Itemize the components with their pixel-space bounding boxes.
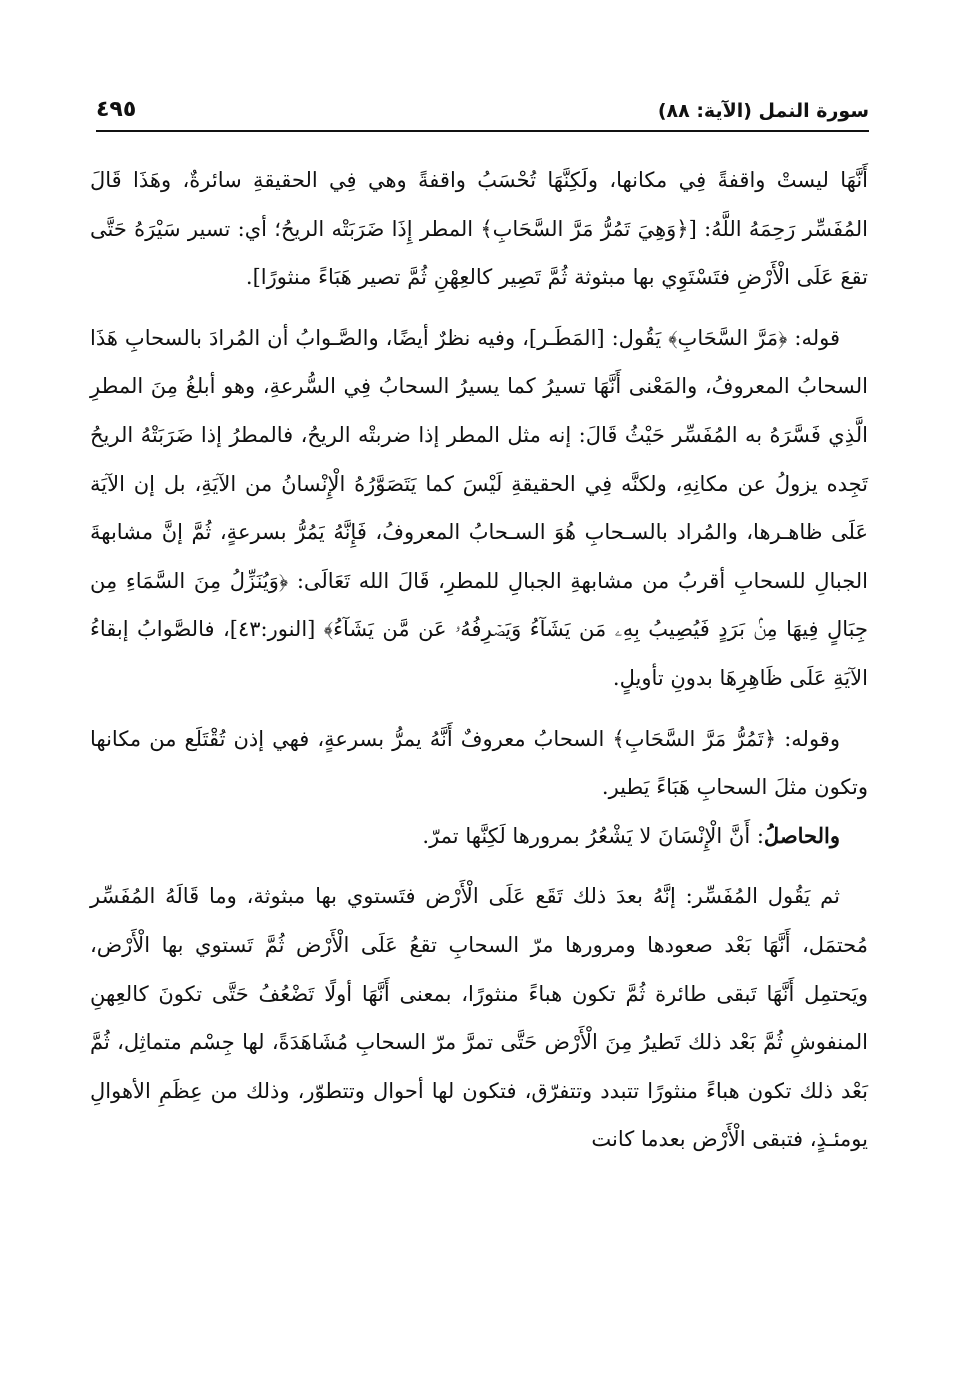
paragraph-2: قوله: ﴿مَرَّ السَّحَابِ﴾ يَقُول: [المَطَـر]، وفيه نظرٌ أيضًا، والصَّـوابُ أن المُرادَ بالسحابِ هَذَا السحابُ المعروفُ، والمَعْنى أَنَّهَا تسيرُ كما يسيرُ السحابُ فِي السُّرعةِ، وهو أبلغُ مِنَ المطرِ الَّذِي فَسَّرَهُ به المُفَسِّر حَيْثُ قَالَ: إنه مثل المطر إذا ضربتْه الريحُ، فالمطرُ إذا ضَرَبَتْهُ الريحُ تَجِده يزولُ عن مكانِهِ، ولكنَّه فِي الحقيقةِ لَيْسَ كما يَتَصَوَّرُهُ الْإِنْسانُ من الآيَةِ، بل إن الآيَة عَلَى ظاهـرها، والمُراد بالسـحابِ هُوَ السـحابُ المعروفُ، فَإِنَّهُ يَمُرُّ بسرعةٍ، ثُمَّ إنَّ مشابهةَ الجبالِ للسحابِ أقربُ من مشابهةِ الجبالِ للمطرِ، قَالَ الله تَعَالَى: ﴿وَيُنَزِّلُ مِنَ السَّمَاءِ مِن جِبَالٍ فِيهَا مِنۢ بَرَدٍ فَيُصِيبُ بِهِۦ مَن يَشَآءُ وَيَصۡرِفُهُۥ عَن مَّن يَشَآءُ﴾ [النور:٤٣]، فالصَّوابُ إبقاءُ الآيَةِ عَلَى ظَاهِرِهَا بدونِ تأويلٍ. <box>90 325 868 690</box>
header-divider <box>96 130 869 132</box>
paragraph-5: ثم يَقُول المُفَسِّر: إنَّهُ بعدَ ذلك تَقَع عَلَى الْأَرْض فتَستوي بها مبثوثة، وما قَالَهُ المُفَسِّر مُحتمَل، أَنَّهَا بَعْد صعودها ومرورها مرّ السحابِ تقعُ عَلَى الْأَرْض ثُمَّ تَستوي بها الْأَرْض، ويَحتمِل أَنَّهَا تَبقى طائرة ثُمَّ تكون هباءً منثورًا، بمعنى أَنَّهَا أولًا تَضْعُفُ حَتَّى تكونَ كالعِهنِ المنفوشِ ثُمَّ بَعْد ذلك تَطيرُ مِنَ الْأَرْض حَتَّى تمرَّ مرّ السحابِ مُشَاهَدَةً، لها جِسْم متماثِل، ثُمَّ بَعْد ذلك تكون هباءً منثورًا تتبدد وتتفرّق، فتكون لها أحوال وتتطوّر، وذلك من عِظَمِ الأهوالِ يومئـذٍ، فتبقى الْأَرْض بعدما كانت <box>90 884 868 1152</box>
paragraph-3: وقوله: ﴿تَمُرُّ مَرَّ السَّحَابِ﴾ السحابُ معروفٌ أَنَّهُ يمرُّ بسرعةٍ، فهي إذن تُقْتَلَع من مكانها وتكون مثلَ السحابِ هَبَاءً يَطير. <box>90 726 868 800</box>
conclusion-label: والحاصلُ <box>763 822 840 848</box>
conclusion-text: : أَنَّ الْإِنْسَانَ لا يَشْعُرُ بمرورها لَكِنَّها تمرّ. <box>422 823 764 848</box>
surah-title: سورة النمل (الآية: ٨٨) <box>657 100 869 122</box>
body-text <box>90 156 868 1164</box>
paragraph-4 <box>90 812 868 861</box>
page-number: ٤٩٥ <box>96 97 137 122</box>
paragraph-1: أَنَّهَا ليستْ واقفةً فِي مكانها، ولَكِنَّهَا تُحْسَبُ واقفةً وهي فِي الحقيقةِ سائرةٌ، وهَذَا قَالَ المُفَسِّر رَحِمَهُ اللَّهُ: [﴿وَهِيَ تَمُرُّ مَرَّ السَّحَابِ﴾ المطر إِذَا ضَرَبَتْه الريحُ؛ أي: تسير سَيْرَهُ حَتَّى تقعَ عَلَى الْأَرْضِ فتَسْتَوِي بها مبثوثة ثُمَّ تَصِير كالعِهْنِ ثُمَّ تصير هَبَاءً منثورًا]. <box>90 168 868 290</box>
running-header <box>96 96 869 130</box>
